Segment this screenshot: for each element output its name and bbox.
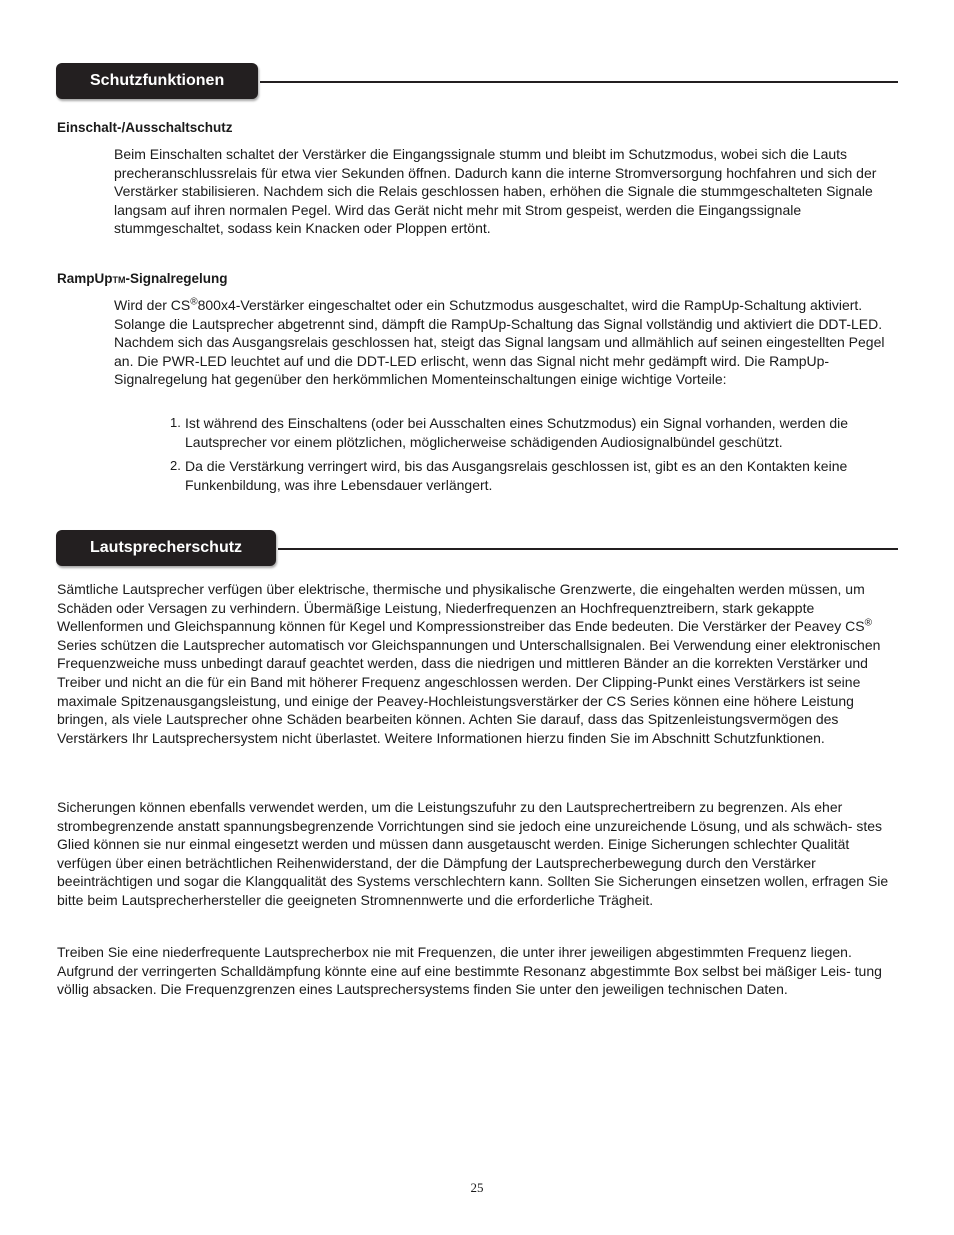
rampup-text-post: 800x4-Verstärker eingeschaltet oder ein Schutzmodus ausgeschaltet, wird die RampUp-Schaltung aktiviert. Solange die Lautsprecher abgetrennt sind, dämpft die RampUp-Schaltung das Signal vollständig und aktiviert die DDT-LED. Nachdem sich das Ausgangsrelais geschlossen hat, steigt das Signal langsam und allmählich auf seinen eingestellten Pegel an. Die PWR-LED leuchtet auf und die DDT-LED erlischt, wenn das Signal nicht mehr gedämpft wird. Die RampUp-Signalregelung hat gegenüber den herkömmlichen Momenteinschaltungen einige wichtige Vorteile: bbox=[114, 297, 885, 388]
rampup-advantages-list bbox=[170, 414, 900, 494]
subheading-rampup bbox=[57, 270, 228, 289]
registered-mark: ® bbox=[190, 296, 198, 308]
section-title: Schutzfunktionen bbox=[56, 63, 258, 99]
para1-text-pre: Sämtliche Lautsprecher verfügen über elektrische, thermische und physikalische Grenzwerte, die eingehalten werden müssen, um Schäden oder Versagen zu verhindern. Übermäßige Leistung, Niederfrequenzen an Hochfrequenztreibern, stark gekappte Wellenformen und Gleichspannung können für Kegel und Kompressionstreiber das Ende bedeuten. Die Verstärker der Peavey CS bbox=[57, 581, 865, 635]
section-divider bbox=[260, 81, 898, 83]
paragraph-rampup bbox=[114, 296, 904, 389]
list-item bbox=[170, 457, 900, 494]
para1-text-post: Series schützen die Lautsprecher automatisch vor Gleichspannungen und Unterschallsignalen. Bei Verwendung einer elektronischen Frequenzweiche muss unbedingt darauf geachtet werden, dass die niedrigen und mittleren Bänder an die korrekten Verstärker und Treiber und nicht an die für ein Band mit höherer Frequenz angeschlossen werden. Der Clipping-Punkt eines Verstärkers ist seine maximale Spitzenausgangsleistung, und einige der Peavey-Hochleistungsverstärker der CS Series können eine höhere Leistung bringen, als viele Lautsprecher ohne Schäden bearbeiten können. Achten Sie darauf, dass das Spitzenleistungsvermögen des Verstärkers Ihr Lautsprechersystem nicht überlastet. Weitere Informationen hierzu finden Sie im Abschnitt Schutzfunktionen. bbox=[57, 636, 881, 746]
list-item-text: Da die Verstärkung verringert wird, bis das Ausgangsrelais geschlossen ist, gibt es an den Kontakten keine Funkenbildung, was ihre Lebensdauer verlängert. bbox=[185, 458, 848, 493]
list-item-number: 1. bbox=[170, 415, 181, 430]
paragraph-einschalt: Beim Einschalten schaltet der Verstärker die Eingangssignale stumm und bleibt im Schutzmodus, wobei sich die Lauts precheranschlussrelais für etwa vier Sekunden öffnen. Dadurch kann die interne Stromversorgung hochfahren und sich der Verstärker stabilisieren. Nachdem sich die Relais geschlossen haben, erhöhen die Signale die stummgeschalteten Signale langsam auf ihren normalen Pegel. Wird das Gerät nicht mehr mit Strom gespeist, werden die Eingangssignale stummgeschaltet, sodass kein Knacken oder Ploppen ertönt. bbox=[114, 146, 877, 237]
paragraph-lautsprecher-2: Sicherungen können ebenfalls verwendet werden, um die Leistungszufuhr zu den Lautsprechertreibern zu begrenzen. Als eher strombegrenzende anstatt spannungsbegrenzende Vorrichtungen sind sie jedoch eine unzureichende Lösung, und als schwäch- stes Glied können sie nur einmal eingesetzt werden und müssen dann ausgetauscht werden. Einige Sicherungen schlechter Qualität verfügen über einen beträchtlichen Reihenwiderstand, der die Dämpfung der Lautsprecherbewegung durch den Verstärker beeinträchtigen und sogar die Klangqualität des Systems verschlechtern kann. Sollten Sie Sicherungen einsetzen wollen, erfragen Sie bitte beim Lautsprecherhersteller die geeigneten Stromnennwerte und die erforderliche Trägheit. bbox=[57, 799, 889, 908]
rampup-text-pre: Wird der CS bbox=[114, 297, 191, 313]
page-number: 25 bbox=[470, 1180, 484, 1195]
trademark-mark: TM bbox=[112, 275, 126, 285]
list-item-number: 2. bbox=[170, 458, 181, 474]
rampup-heading-pre: RampUp bbox=[57, 271, 113, 286]
section-header-lautsprecherschutz bbox=[56, 530, 898, 568]
rampup-heading-post: -Signalregelung bbox=[125, 271, 228, 286]
subheading-einschalt: Einschalt-/Ausschaltschutz bbox=[57, 120, 233, 135]
list-item bbox=[170, 414, 900, 451]
section-title: Lautsprecherschutz bbox=[56, 530, 276, 566]
section-header-schutzfunktionen bbox=[56, 63, 898, 101]
list-item-text: Ist während des Einschaltens (oder bei Ausschalten eines Schutzmodus) ein Signal vorhanden, werden die Lautsprecher vor einem plötzlichen, möglicherweise schädigenden Audiosignalbündel geschützt. bbox=[185, 415, 849, 450]
paragraph-lautsprecher-1 bbox=[57, 580, 902, 747]
paragraph-lautsprecher-3: Treiben Sie eine niederfrequente Lautsprecherbox nie mit Frequenzen, die unter ihrer jeweiligen abgestimmten Frequenz liegen. Aufgrund der verringerten Schalldämpfung könnte eine auf eine bestimmte Resonanz abgestimmte Box selbst bei mäßiger Leis- tung völlig absacken. Die Frequenzgrenzen eines Lautsprechersystems finden Sie unter den jeweiligen technischen Daten. bbox=[57, 944, 882, 998]
registered-mark: ® bbox=[864, 617, 872, 629]
section-divider bbox=[278, 548, 898, 550]
